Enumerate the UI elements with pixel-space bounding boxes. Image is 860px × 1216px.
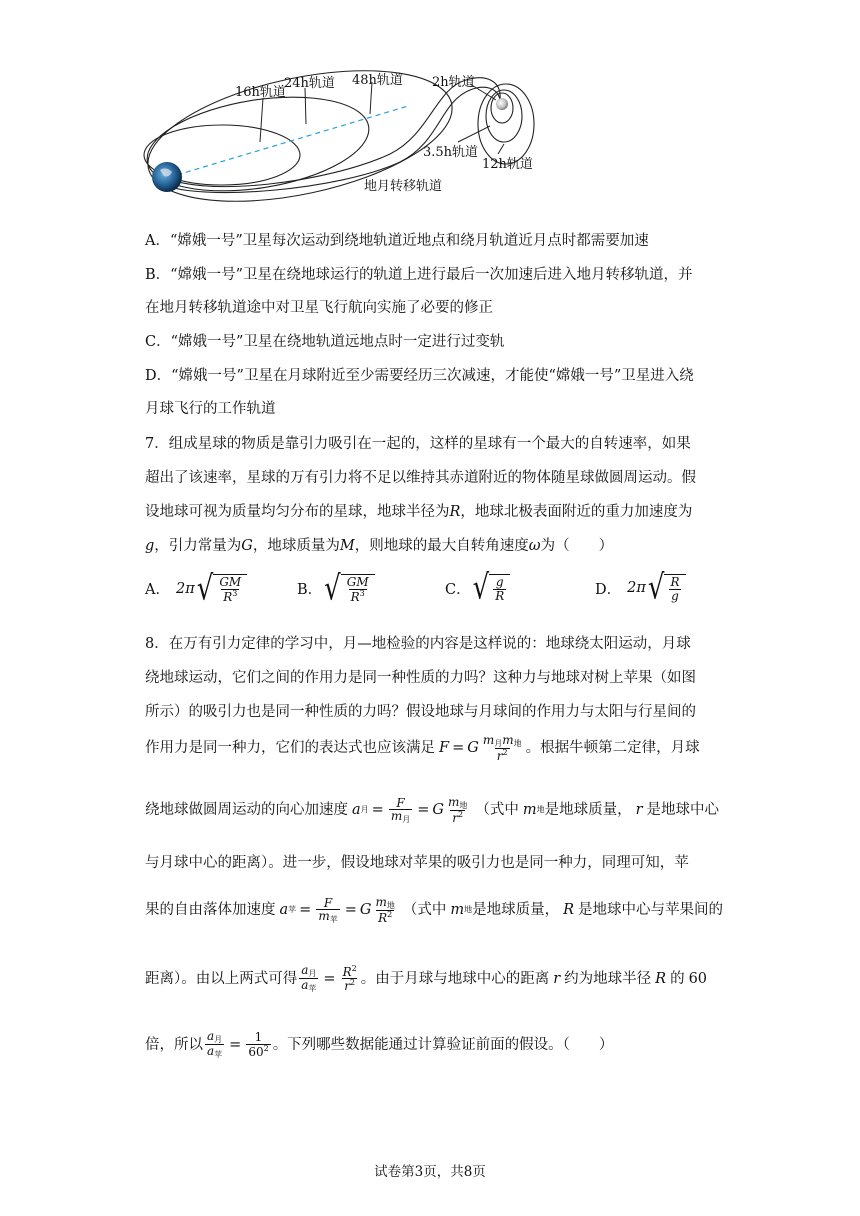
q6-option-a: A．“嫦娥一号”卫星每次运动到绕地轨道近地点和绕月轨道近月点时都需要加速 <box>145 233 649 249</box>
label-3-5h: 3.5h轨道 <box>423 145 479 160</box>
q8-line8: 距离）。由以上两式可得 $\frac{a_月}{a_苹}$ = $\frac{R^2}{r^2}$ 。由于月球与地球中心的距离 r 约为地球半径 R 的 60 <box>145 963 708 994</box>
page-footer: 试卷第3页，共8页 <box>374 1164 486 1180</box>
q6-option-d-line2: 月球飞行的工作轨道 <box>145 401 276 417</box>
q7-option-c: C． √ $\frac{g}{R}$ <box>445 574 510 602</box>
label-2h: 2h轨道 <box>432 75 475 90</box>
q7-option-a: A． 2π √ $\frac{GM}{R^3}$ <box>145 574 247 603</box>
formula-F: $\frac{m_月m_地}{r^2}$ <box>482 733 522 764</box>
q8-line4: 作用力是同一种力，它们的表达式也应该满足 F = G $\frac{m_月m_地}{r^2}$ 。根据牛顿第二定律，月球 <box>145 733 700 764</box>
label-48h: 48h轨道 <box>352 73 403 88</box>
q7-line3: 设地球可视为质量均匀分布的星球，地球半径为R，地球北极表面附近的重力加速度为 <box>145 504 693 520</box>
q6-option-c: C．“嫦娥一号”卫星在绕地轨道远地点时一定进行过变轨 <box>145 334 505 350</box>
q6-option-b-line2: 在地月转移轨道途中对卫星飞行航向实施了必要的修正 <box>145 300 493 316</box>
label-24h: 24h轨道 <box>284 76 335 91</box>
q8-line3: 所示）的吸引力也是同一种性质的力吗？假设地球与月球间的作用力与太阳与行星间的 <box>145 704 696 720</box>
q6-option-d-line1: D．“嫦娥一号”卫星在月球附近至少需要经历三次减速，才能使“嫦娥一号”卫星进入绕 <box>145 368 694 384</box>
q7-line2: 超出了该速率，星球的万有引力将不足以维持其赤道附近的物体随星球做圆周运动。假 <box>145 470 696 486</box>
orbit-diagram <box>140 62 540 202</box>
q8-line7: 果的自由落体加速度 a 苹 = $\frac{F}{m_苹}$ = G $\frac{m_地}{R^2}$ （式中 m 地 是地球质量， R 是地球中心与苹果间的 <box>145 895 724 926</box>
moon-icon <box>496 98 508 110</box>
earth-moon-axis <box>160 106 408 180</box>
q8-line6: 与月球中心的距离）。进一步，假设地球对苹果的吸引力也是同一种力，同理可知，苹 <box>145 855 689 871</box>
q8-line5: 绕地球做圆周运动的向心加速度 a 月 = $\frac{F}{m_月}$ = G $\frac{m_地}{r^2}$ （式中 m 地 是地球质量， r 是地球中心 <box>145 795 720 826</box>
q7-option-b: B． √ $\frac{GM}{R^3}$ <box>297 574 375 603</box>
earth-icon <box>152 162 182 192</box>
label-12h: 12h轨道 <box>482 157 533 172</box>
orbit-3-5h <box>486 90 522 142</box>
label-16h: 16h轨道 <box>235 85 286 100</box>
q7-line4: g，引力常量为G，地球质量为M，则地球的最大自转角速度ω为（ ） <box>145 538 614 554</box>
q8-line1: 8．在万有引力定律的学习中，月—地检验的内容是这样说的：地球绕太阳运动，月球 <box>145 636 691 652</box>
q8-line9: 倍，所以 $\frac{a_月}{a_苹}$ = $\frac{1}{60^2}$ 。下列哪些数据能通过计算验证前面的假设。（ ） <box>145 1029 614 1060</box>
q7-option-d: D． 2π √ $\frac{R}{g}$ <box>595 574 686 602</box>
q7-line1: 7．组成星球的物质是靠引力吸引在一起的，这样的星球有一个最大的自转速率，如果 <box>145 436 691 452</box>
label-transfer: 地月转移轨道 <box>364 179 443 194</box>
q8-line2: 绕地球运动，它们之间的作用力是同一种性质的力吗？这种力与地球对树上苹果（如图 <box>145 670 696 686</box>
q6-option-b-line1: B．“嫦娥一号”卫星在绕地球运行的轨道上进行最后一次加速后进入地月转移轨道，并 <box>145 267 693 283</box>
